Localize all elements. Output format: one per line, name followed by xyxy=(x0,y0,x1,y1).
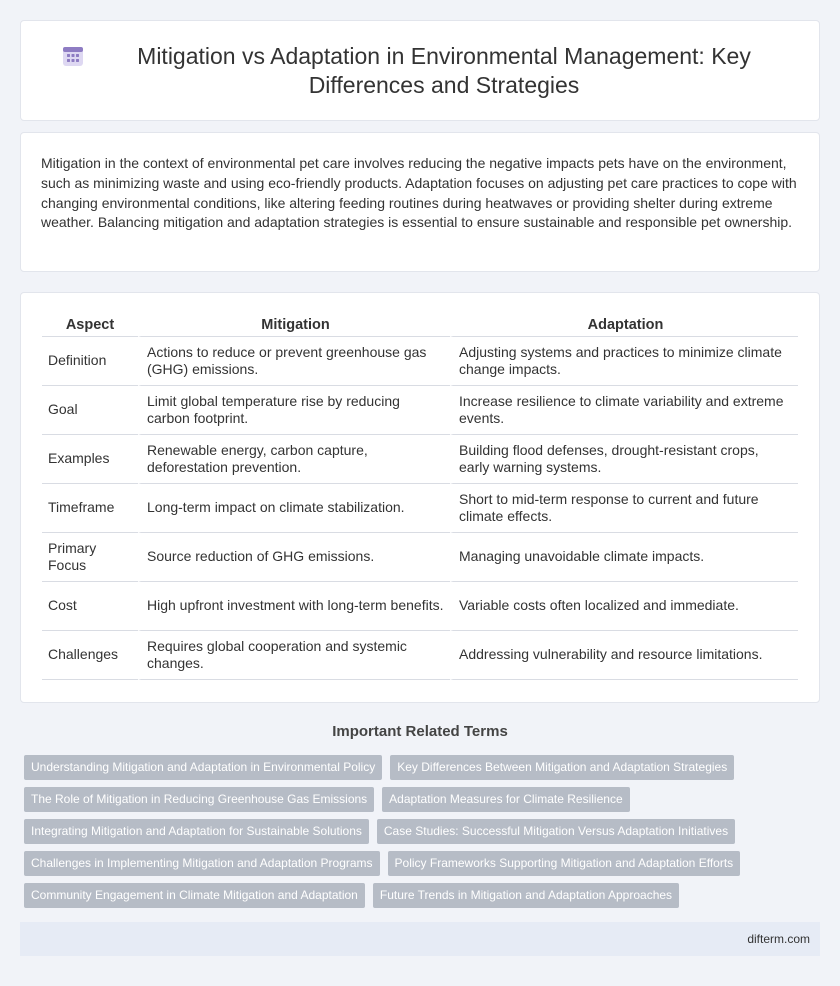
row-aspect: Definition xyxy=(42,337,138,386)
comparison-table xyxy=(42,313,798,680)
related-term-link[interactable]: Challenges in Implementing Mitigation and Adaptation Programs xyxy=(24,851,380,876)
page-title: Mitigation vs Adaptation in Environmental Management: Key Differences and Strategies xyxy=(137,42,751,98)
related-term-link[interactable]: Understanding Mitigation and Adaptation in Environmental Policy xyxy=(24,755,382,780)
footer xyxy=(20,922,820,956)
table-row xyxy=(42,533,798,582)
table-header-row xyxy=(42,313,798,337)
title-card xyxy=(20,20,820,121)
tag-row xyxy=(24,787,824,819)
row-mitigation: Long-term impact on climate stabilization. xyxy=(138,484,450,533)
row-mitigation: Source reduction of GHG emissions. xyxy=(138,533,450,582)
related-term-link[interactable]: Policy Frameworks Supporting Mitigation and Adaptation Efforts xyxy=(388,851,741,876)
table-row xyxy=(42,435,798,484)
related-term-link[interactable]: Community Engagement in Climate Mitigation and Adaptation xyxy=(24,883,365,908)
table-row xyxy=(42,484,798,533)
row-adaptation: Addressing vulnerability and resource limitations. xyxy=(450,631,798,680)
row-adaptation: Adjusting systems and practices to minimize climate change impacts. xyxy=(450,337,798,386)
tag-row xyxy=(24,851,824,883)
related-term-link[interactable]: Integrating Mitigation and Adaptation for Sustainable Solutions xyxy=(24,819,369,844)
related-term-link[interactable]: Case Studies: Successful Mitigation Versus Adaptation Initiatives xyxy=(377,819,735,844)
related-terms-heading: Important Related Terms xyxy=(332,723,508,740)
comparison-table-card xyxy=(20,292,820,703)
row-adaptation: Increase resilience to climate variability and extreme events. xyxy=(450,386,798,435)
tag-row xyxy=(24,819,824,851)
row-adaptation: Managing unavoidable climate impacts. xyxy=(450,533,798,582)
row-mitigation: High upfront investment with long-term benefits. xyxy=(138,582,450,631)
related-term-link[interactable]: Future Trends in Mitigation and Adaptation Approaches xyxy=(373,883,679,908)
column-header-mitigation: Mitigation xyxy=(138,313,450,337)
row-adaptation: Building flood defenses, drought-resistant crops, early warning systems. xyxy=(450,435,798,484)
row-aspect: Examples xyxy=(42,435,138,484)
intro-card xyxy=(20,132,820,272)
column-header-aspect: Aspect xyxy=(42,313,138,337)
row-mitigation: Renewable energy, carbon capture, deforestation prevention. xyxy=(138,435,450,484)
site-link[interactable]: difterm.com xyxy=(747,932,810,946)
row-mitigation: Actions to reduce or prevent greenhouse gas (GHG) emissions. xyxy=(138,337,450,386)
column-header-adaptation: Adaptation xyxy=(450,313,798,337)
table-row xyxy=(42,386,798,435)
table-row xyxy=(42,337,798,386)
row-mitigation: Requires global cooperation and systemic changes. xyxy=(138,631,450,680)
row-aspect: Challenges xyxy=(42,631,138,680)
table-row xyxy=(42,582,798,631)
related-term-link[interactable]: Key Differences Between Mitigation and Adaptation Strategies xyxy=(390,755,734,780)
row-adaptation: Short to mid-term response to current and future climate effects. xyxy=(450,484,798,533)
tag-row xyxy=(24,755,824,787)
related-term-link[interactable]: The Role of Mitigation in Reducing Greenhouse Gas Emissions xyxy=(24,787,374,812)
intro-paragraph: Mitigation in the context of environmental pet care involves reducing the negative impacts pets have on the environment, such as minimizing waste and using eco-friendly products. Adaptation focuses on adjusting pet care practices to cope with changing environmental conditions, like altering feeding routines during heatwaves or providing shelter during extreme weather. Balancing mitigation and adaptation strategies is essential to ensure sustainable and responsible pet ownership. xyxy=(41,155,797,231)
related-term-link[interactable]: Adaptation Measures for Climate Resilience xyxy=(382,787,629,812)
row-aspect: Cost xyxy=(42,582,138,631)
row-adaptation: Variable costs often localized and immediate. xyxy=(450,582,798,631)
tag-row xyxy=(24,883,824,915)
table-row xyxy=(42,631,798,680)
row-aspect: Goal xyxy=(42,386,138,435)
row-aspect: Primary Focus xyxy=(42,533,138,582)
related-terms-list xyxy=(24,755,824,915)
row-aspect: Timeframe xyxy=(42,484,138,533)
row-mitigation: Limit global temperature rise by reducing carbon footprint. xyxy=(138,386,450,435)
calendar-icon xyxy=(61,44,85,68)
title-wrap xyxy=(21,21,819,120)
